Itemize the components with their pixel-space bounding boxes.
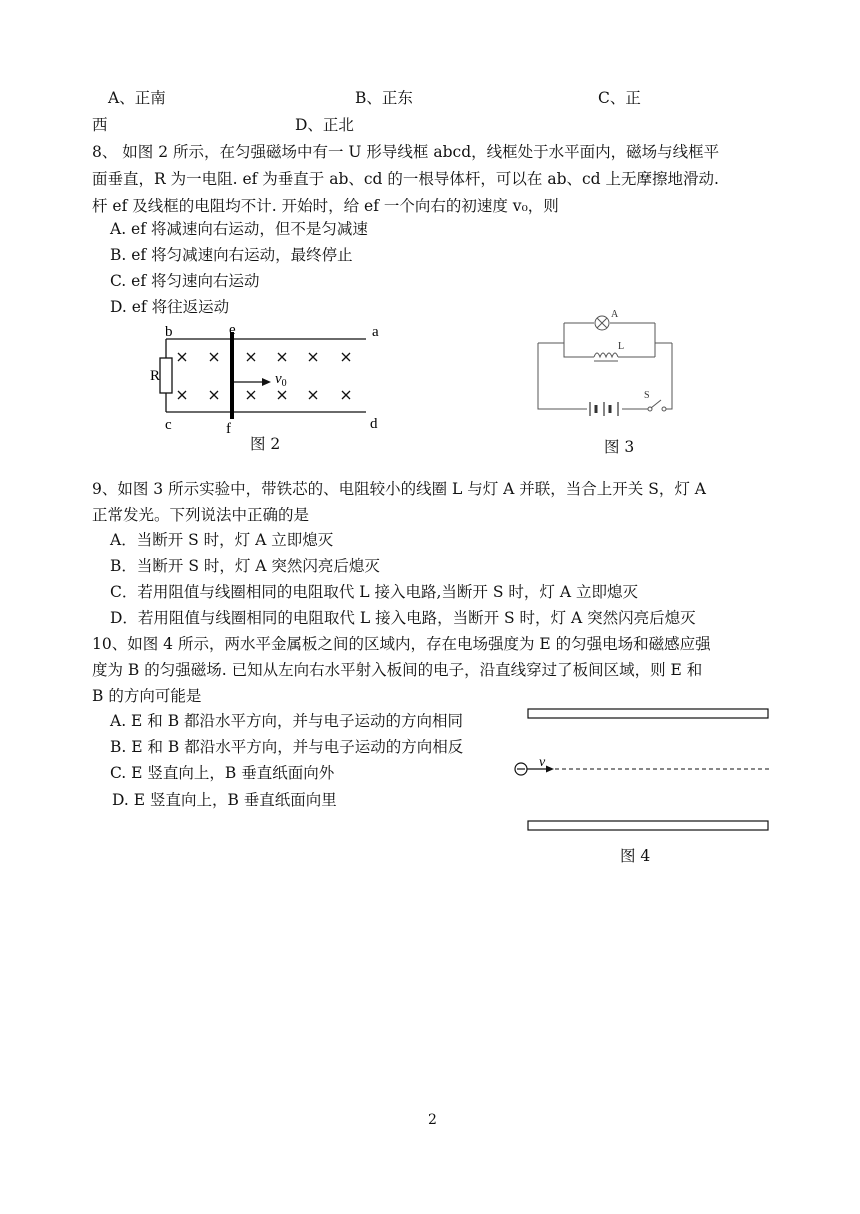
q8-option-a: A. ef 将减速向右运动，但不是匀减速 [110, 220, 368, 238]
q8-option-d: D. ef 将往返运动 [110, 298, 230, 316]
q10-option-d: D. E 竖直向上，B 垂直纸面向里 [112, 791, 337, 809]
q8-option-b: B. ef 将匀减速向右运动，最终停止 [110, 246, 353, 264]
coil-label: L [618, 341, 625, 352]
switch-label: S [644, 390, 650, 401]
magnetic-field-cross-icon [178, 353, 350, 399]
label-v0-subscript: 0 [281, 378, 287, 389]
q8-stem-line-1: 8、 如图 2 所示，在匀强磁场中有一 U 形导线框 abcd，线框处于水平面内，磁场与线框平 [92, 143, 720, 161]
q8-stem-line-2: 面垂直，R 为一电阻. ef 为垂直于 ab、cd 的一根导体杆，可以在 ab、cd 上无摩擦地滑动. [92, 170, 719, 188]
q10-stem-line-1: 10、如图 4 所示，两水平金属板之间的区域内，存在电场强度为 E 的匀强电场和磁感应强 [92, 635, 711, 653]
lower-metal-plate [528, 821, 768, 830]
svg-text:v0 [275, 371, 287, 389]
velocity-arrow-icon [234, 378, 271, 386]
battery-icon [590, 402, 618, 416]
q7-option-c: C、正 [598, 89, 641, 107]
upper-metal-plate [528, 709, 768, 718]
q7-option-d: D、正北 [295, 116, 354, 134]
q10-option-a: A. E 和 B 都沿水平方向，并与电子运动的方向相同 [110, 712, 464, 730]
figure-4-label: 图 4 [620, 847, 651, 865]
q9-option-c: C．若用阻值与线圈相同的电阻取代 L 接入电路,当断开 S 时，灯 A 立即熄灭 [110, 583, 638, 601]
q9-stem-line-2: 正常发光。下列说法中正确的是 [92, 506, 310, 524]
q10-option-c: C. E 竖直向上，B 垂直纸面向外 [110, 764, 335, 782]
q7-option-a: A、正南 [108, 89, 166, 107]
figure-3-circuit [530, 305, 680, 417]
label-R: R [150, 368, 161, 384]
label-v0: v [275, 371, 282, 387]
label-f: f [226, 421, 231, 437]
label-d: d [370, 416, 378, 432]
q9-stem-line-1: 9、如图 3 所示实验中，带铁芯的、电阻较小的线圈 L 与灯 A 并联，当合上开关 S，灯 A [92, 480, 706, 498]
page-number: 2 [428, 1112, 437, 1128]
q10-stem-line-3: B 的方向可能是 [92, 687, 202, 705]
q10-option-b: B. E 和 B 都沿水平方向，并与电子运动的方向相反 [110, 738, 464, 756]
label-b: b [165, 324, 173, 340]
q9-option-d: D．若用阻值与线圈相同的电阻取代 L 接入电路，当断开 S 时，灯 A 突然闪亮后熄灭 [110, 609, 696, 627]
figure-3-label: 图 3 [604, 438, 635, 456]
switch-icon [648, 400, 666, 411]
label-e: e [229, 322, 236, 338]
q8-stem-line-3: 杆 ef 及线框的电阻均不计. 开始时，给 ef 一个向右的初速度 v₀，则 [92, 197, 559, 215]
electron-icon [515, 763, 527, 775]
figure-2-label: 图 2 [250, 435, 281, 453]
velocity-label: v [539, 755, 546, 770]
q10-stem-line-2: 度为 B 的匀强磁场. 已知从左向右水平射入板间的电子，沿直线穿过了板间区域，则 E 和 [92, 661, 703, 679]
inductor-coil-icon [594, 353, 618, 357]
label-a: a [372, 324, 379, 340]
q7-option-c-wrap: 西 [92, 116, 108, 134]
label-c: c [165, 417, 172, 433]
q8-option-c: C. ef 将匀速向右运动 [110, 272, 260, 290]
q9-option-a: A．当断开 S 时，灯 A 立即熄灭 [110, 531, 334, 549]
figure-4-diagram [510, 700, 780, 840]
figure-2-diagram [140, 320, 400, 438]
lamp-label: A [611, 309, 619, 320]
q9-option-b: B．当断开 S 时，灯 A 突然闪亮后熄灭 [110, 557, 380, 575]
q7-option-b: B、正东 [355, 89, 413, 107]
